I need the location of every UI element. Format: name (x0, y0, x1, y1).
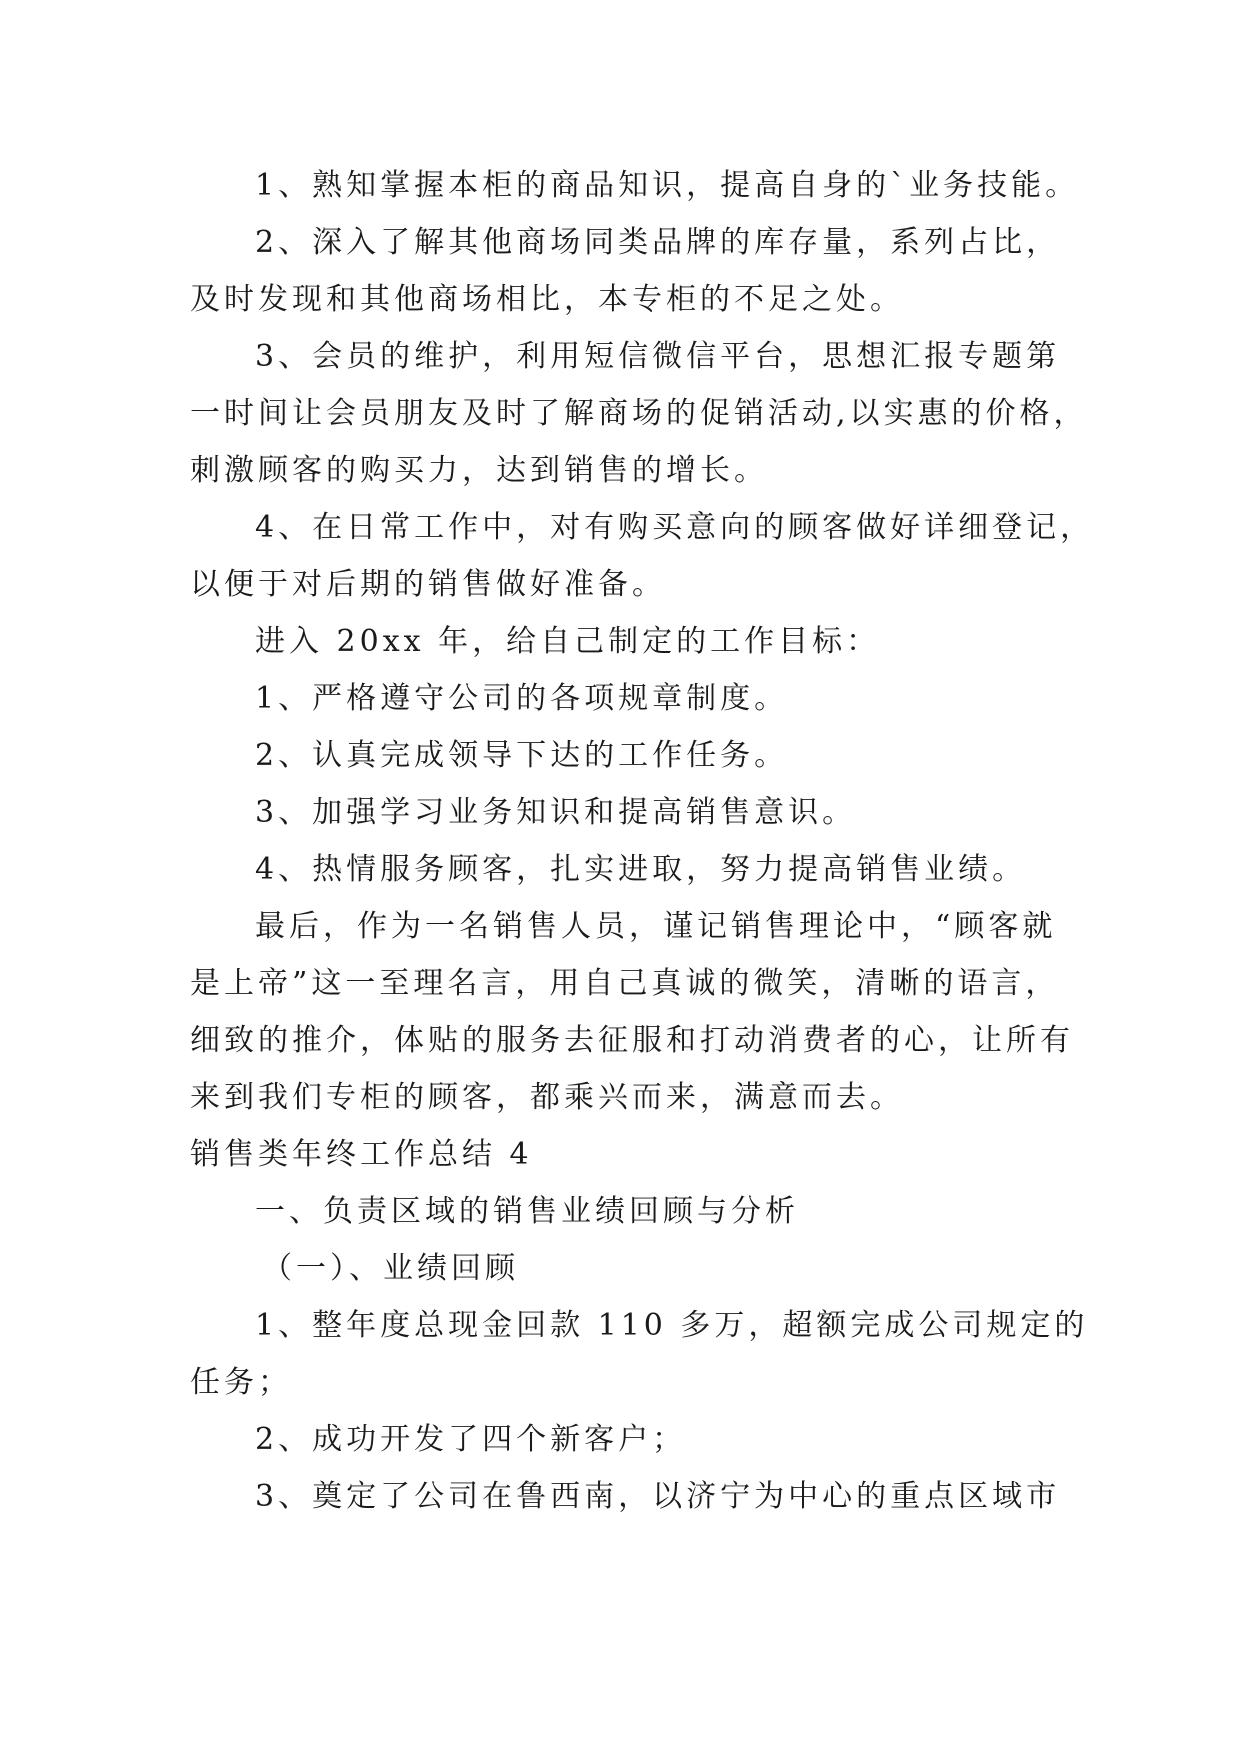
paragraph-line: 4、在日常工作中，对有购买意向的顾客做好详细登记， (255, 510, 1095, 545)
paragraph-line: 以便于对后期的销售做好准备。 (190, 567, 666, 602)
list-item: 1、严格遵守公司的各项规章制度。 (255, 681, 789, 716)
list-item: 2、成功开发了四个新客户； (255, 1422, 687, 1457)
paragraph-line: 一时间让会员朋友及时了解商场的促销活动,以实惠的价格， (190, 396, 1088, 431)
paragraph-line: 最后，作为一名销售人员，谨记销售理论中，“顾客就 (255, 909, 1057, 944)
list-item: 3、奠定了公司在鲁西南，以济宁为中心的重点区域市 (255, 1479, 1061, 1514)
paragraph-line: 细致的推介，体贴的服务去征服和打动消费者的心，让所有 (190, 1023, 1074, 1058)
section-heading: 一、负责区域的销售业绩回顾与分析 (255, 1194, 799, 1229)
list-item: 3、加强学习业务知识和提高销售意识。 (255, 795, 857, 830)
paragraph-line: 1、熟知掌握本柜的商品知识，提高自身的`业务技能。 (255, 168, 1080, 203)
list-item: 2、认真完成领导下达的工作任务。 (255, 738, 789, 773)
paragraph-line: 来到我们专柜的顾客，都乘兴而来，满意而去。 (190, 1080, 904, 1115)
paragraph-line: 任务； (190, 1365, 292, 1400)
paragraph-line: 2、深入了解其他商场同类品牌的库存量，系列占比， (255, 225, 1061, 260)
list-item: 1、整年度总现金回款 110 多万，超额完成公司规定的 (255, 1308, 1089, 1343)
paragraph-line: 进入 20xx 年，给自己制定的工作目标： (255, 624, 881, 659)
paragraph-line: 3、会员的维护，利用短信微信平台，思想汇报专题第 (255, 339, 1061, 374)
paragraph-line: 是上帝”这一至理名言，用自己真诚的微笑，清晰的语言， (190, 966, 1060, 1001)
subsection-heading: （一）、业绩回顾 (262, 1251, 519, 1286)
section-title: 销售类年终工作总结 4 (190, 1137, 533, 1172)
paragraph-line: 及时发现和其他商场相比，本专柜的不足之处。 (190, 282, 904, 317)
paragraph-line: 刺激顾客的购买力，达到销售的增长。 (190, 453, 768, 488)
list-item: 4、热情服务顾客，扎实进取，努力提高销售业绩。 (255, 852, 1027, 887)
